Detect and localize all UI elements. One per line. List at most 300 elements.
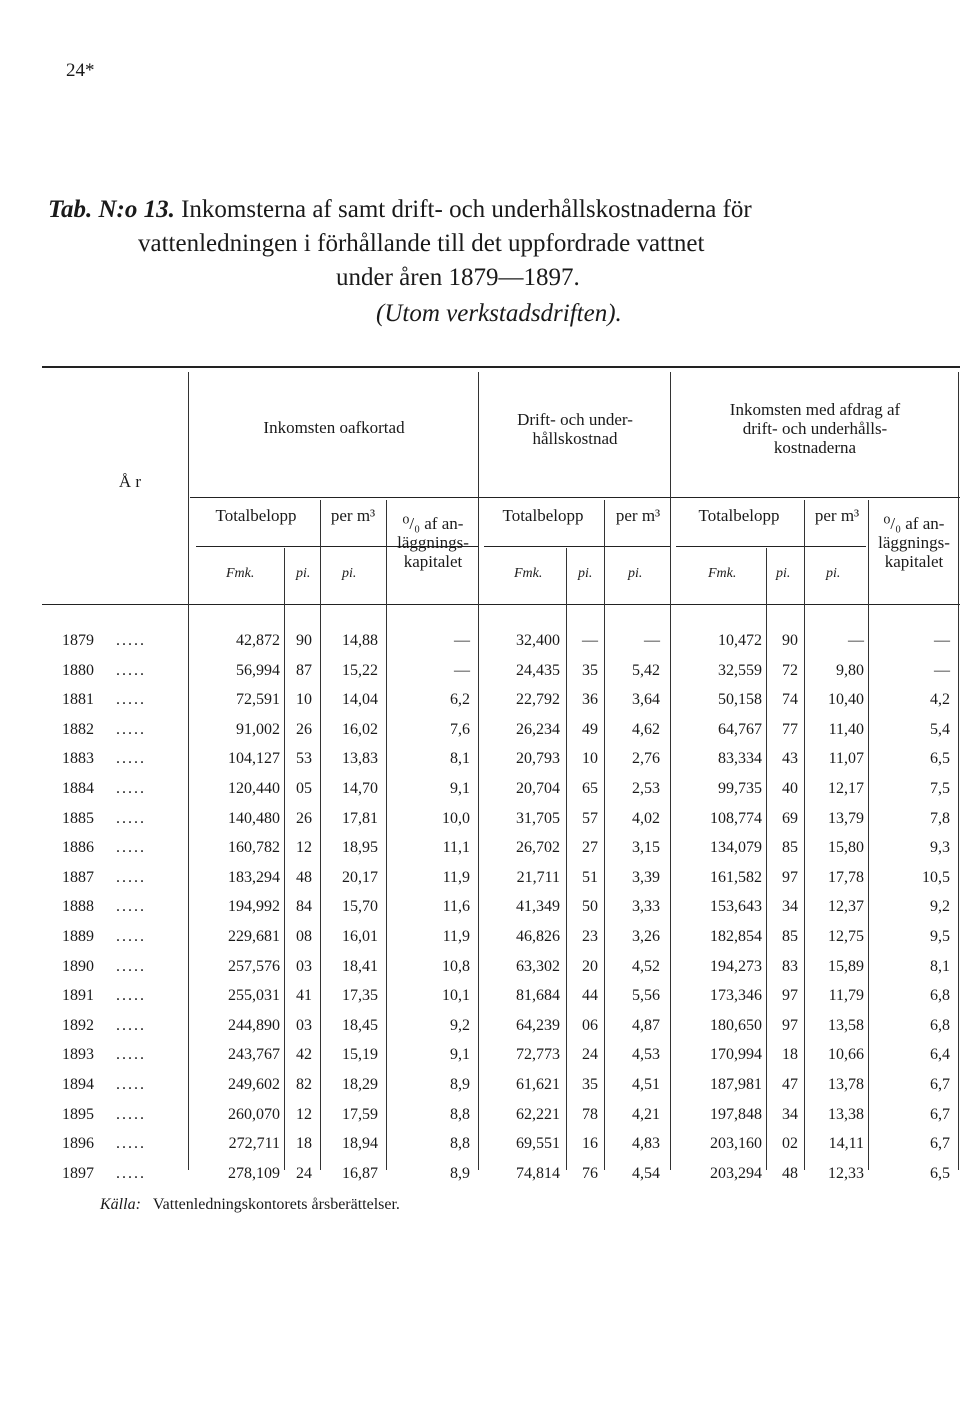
header-bottom-rule [42, 604, 960, 605]
cell-net-fmk: 187,981 [710, 1076, 762, 1093]
cell-inc-pi: 90 [296, 632, 312, 649]
cell-net-pi: 69 [782, 809, 798, 827]
cell-cost-per: 4,53 [632, 1046, 660, 1064]
cell-inc-pct: 8,8 [450, 1105, 470, 1123]
cell-inc-pct: — [454, 661, 470, 679]
subheader-per-m3-2: per m³ [615, 506, 661, 525]
cell-inc-pct: 9,1 [450, 780, 470, 797]
cell-cost-pi: 23 [582, 928, 598, 945]
cell-inc-pct: 10,8 [442, 957, 470, 975]
row-leader-dots: ..... [116, 957, 146, 975]
cell-net-pct: — [934, 632, 950, 649]
cell-net-fmk: 194,273 [710, 957, 762, 975]
row-leader-dots: ..... [116, 809, 146, 827]
cell-cost-pi: 24 [582, 1046, 598, 1064]
cell-inc-fmk: 42,872 [236, 632, 280, 649]
cell-net-pi: 72 [782, 661, 798, 679]
cell-cost-per: 5,56 [632, 987, 660, 1005]
row-leader-dots: ..... [116, 987, 146, 1005]
cell-inc-pi: 03 [296, 1016, 312, 1034]
pct-line1: ⁰/₀ af an- [883, 514, 945, 533]
row-leader-dots: ..... [116, 720, 146, 738]
subheader-total-2: Totalbelopp [502, 506, 584, 525]
cell-inc-pct: 8,9 [450, 1164, 470, 1182]
cell-inc-fmk: 257,576 [228, 957, 280, 975]
cell-net-pi: 97 [782, 868, 798, 886]
cell-net-pct: 6,4 [930, 1046, 950, 1064]
row-leader-dots: ..... [116, 868, 146, 886]
cell-cost-fmk: 22,792 [516, 691, 560, 709]
cell-net-per: 12,17 [828, 780, 864, 797]
cell-inc-pct: 6,2 [450, 691, 470, 709]
row-year: 1893 [62, 1046, 94, 1064]
table-row [0, 869, 960, 897]
row-year: 1889 [62, 928, 94, 945]
cell-net-per: 17,78 [828, 868, 864, 886]
cell-net-pct: 6,5 [930, 1164, 950, 1182]
cell-cost-per: 4,62 [632, 720, 660, 738]
cell-net-per: 11,40 [828, 720, 864, 738]
table-row [0, 1135, 960, 1163]
subheader-pct-1 [388, 514, 478, 571]
cell-inc-per: 18,94 [342, 1135, 378, 1153]
cell-cost-per: 4,51 [632, 1076, 660, 1093]
row-leader-dots: ..... [116, 1076, 146, 1093]
row-year: 1887 [62, 868, 94, 886]
table-row [0, 987, 960, 1015]
unit-rule-3 [676, 546, 866, 547]
cell-cost-fmk: 61,621 [516, 1076, 560, 1093]
cell-net-pct: 6,8 [930, 987, 950, 1005]
cell-inc-fmk: 272,711 [228, 1135, 280, 1153]
header-costs-line2: hållskostnad [532, 429, 618, 448]
cell-inc-fmk: 194,992 [228, 898, 280, 916]
cell-net-fmk: 182,854 [710, 928, 762, 945]
row-leader-dots: ..... [116, 1016, 146, 1034]
row-year: 1880 [62, 661, 94, 679]
cell-inc-fmk: 72,591 [236, 691, 280, 709]
cell-inc-fmk: 260,070 [228, 1105, 280, 1123]
cell-cost-fmk: 74,814 [516, 1164, 560, 1182]
subheader-pct-3 [870, 514, 958, 571]
cell-net-pi: 34 [782, 1105, 798, 1123]
cell-net-per: 11,07 [828, 750, 864, 768]
row-leader-dots: ..... [116, 1135, 146, 1153]
cell-cost-pi: 49 [582, 720, 598, 738]
cell-cost-per: 4,02 [632, 809, 660, 827]
cell-net-pct: 6,7 [930, 1105, 950, 1123]
cell-inc-pct: 9,2 [450, 1016, 470, 1034]
cell-inc-fmk: 104,127 [228, 750, 280, 768]
cell-net-fmk: 50,158 [718, 691, 762, 709]
title-line-3: under åren 1879—1897. [336, 264, 580, 291]
row-leader-dots: ..... [116, 1105, 146, 1123]
cell-inc-pi: 10 [296, 691, 312, 709]
cell-cost-fmk: 26,234 [516, 720, 560, 738]
cell-inc-fmk: 91,002 [236, 720, 280, 738]
cell-cost-per: — [644, 632, 660, 649]
table-row [0, 1017, 960, 1045]
cell-inc-pct: 9,1 [450, 1046, 470, 1064]
cell-inc-fmk: 56,994 [236, 661, 280, 679]
unit-pi-3: pi. [578, 566, 593, 581]
row-year: 1894 [62, 1076, 94, 1093]
cell-net-per: 14,11 [828, 1135, 864, 1153]
cell-net-fmk: 173,346 [710, 987, 762, 1005]
cell-cost-per: 3,26 [632, 928, 660, 945]
row-year: 1883 [62, 750, 94, 768]
cell-cost-pi: 78 [582, 1105, 598, 1123]
cell-inc-pct: 10,0 [442, 809, 470, 827]
table-row [0, 691, 960, 719]
cell-cost-fmk: 64,239 [516, 1016, 560, 1034]
table-number: Tab. N:o 13. [48, 196, 175, 223]
cell-net-pct: 6,7 [930, 1076, 950, 1093]
cell-cost-pi: 06 [582, 1016, 598, 1034]
cell-net-pct: — [934, 661, 950, 679]
table-row [0, 1106, 960, 1134]
cell-cost-pi: 16 [582, 1135, 598, 1153]
row-year: 1897 [62, 1164, 94, 1182]
cell-net-fmk: 180,650 [710, 1016, 762, 1034]
header-net-line3: kostnaderna [773, 438, 857, 457]
subheader-per-m3-3: per m³ [814, 506, 860, 525]
cell-inc-per: 14,70 [342, 780, 378, 797]
unit-rule-2 [484, 546, 670, 547]
row-year: 1886 [62, 839, 94, 857]
row-year: 1892 [62, 1016, 94, 1034]
cell-inc-per: 14,88 [342, 632, 378, 649]
pct-line2: läggnings- [878, 533, 950, 552]
cell-inc-per: 16,87 [342, 1164, 378, 1182]
cell-inc-per: 15,19 [342, 1046, 378, 1064]
cell-net-pct: 7,8 [930, 809, 950, 827]
cell-net-pct: 6,8 [930, 1016, 950, 1034]
cell-net-pi: 83 [782, 957, 798, 975]
title-line-2: vattenledningen i förhållande till det uppfordrade vattnet [138, 230, 705, 257]
cell-net-pi: 43 [782, 750, 798, 768]
unit-fmk-1: Fmk. [226, 566, 255, 581]
cell-net-pi: 40 [782, 780, 798, 797]
cell-inc-fmk: 120,440 [228, 780, 280, 797]
unit-pi-4: pi. [628, 566, 643, 581]
cell-cost-pi: 27 [582, 839, 598, 857]
cell-net-per: 15,80 [828, 839, 864, 857]
cell-inc-per: 17,81 [342, 809, 378, 827]
cell-inc-pct: 11,6 [442, 898, 470, 916]
cell-cost-pi: 36 [582, 691, 598, 709]
cell-cost-fmk: 41,349 [516, 898, 560, 916]
cell-net-fmk: 170,994 [710, 1046, 762, 1064]
cell-inc-pct: 7,6 [450, 720, 470, 738]
cell-inc-per: 18,41 [342, 957, 378, 975]
cell-net-per: 13,38 [828, 1105, 864, 1123]
source-text: Vattenledningskontorets årsberättelser. [152, 1196, 400, 1213]
row-year: 1888 [62, 898, 94, 916]
cell-inc-pi: 08 [296, 928, 312, 945]
cell-cost-per: 5,42 [632, 661, 660, 679]
cell-cost-fmk: 21,711 [516, 868, 560, 886]
cell-net-fmk: 32,559 [718, 661, 762, 679]
cell-net-pi: 18 [782, 1046, 798, 1064]
cell-inc-pct: 11,9 [442, 928, 470, 945]
cell-net-pct: 9,5 [930, 928, 950, 945]
page-number: 24* [66, 60, 95, 81]
row-leader-dots: ..... [116, 632, 146, 649]
row-year: 1882 [62, 720, 94, 738]
table-row [0, 662, 960, 690]
row-leader-dots: ..... [116, 1164, 146, 1182]
cell-inc-pi: 82 [296, 1076, 312, 1093]
header-costs [482, 410, 668, 448]
cell-inc-fmk: 160,782 [228, 839, 280, 857]
cell-inc-pi: 12 [296, 839, 312, 857]
cell-cost-per: 2,76 [632, 750, 660, 768]
row-leader-dots: ..... [116, 691, 146, 709]
cell-inc-per: 20,17 [342, 868, 378, 886]
table-row [0, 810, 960, 838]
cell-inc-pi: 42 [296, 1046, 312, 1064]
cell-net-fmk: 203,160 [710, 1135, 762, 1153]
cell-cost-pi: 35 [582, 1076, 598, 1093]
cell-net-pi: 97 [782, 1016, 798, 1034]
cell-net-per: 12,37 [828, 898, 864, 916]
cell-cost-per: 3,39 [632, 868, 660, 886]
table-row [0, 928, 960, 956]
cell-inc-pi: 12 [296, 1105, 312, 1123]
header-costs-line1: Drift- och under- [517, 410, 633, 429]
cell-net-fmk: 197,848 [710, 1105, 762, 1123]
cell-inc-per: 16,02 [342, 720, 378, 738]
cell-inc-pct: 8,8 [450, 1135, 470, 1153]
row-year: 1890 [62, 957, 94, 975]
table-row [0, 958, 960, 986]
cell-cost-fmk: 24,435 [516, 661, 560, 679]
cell-cost-pi: — [582, 632, 598, 649]
header-year: Å r [118, 472, 142, 491]
row-leader-dots: ..... [116, 898, 146, 916]
cell-inc-per: 17,35 [342, 987, 378, 1005]
cell-net-per: 12,33 [828, 1164, 864, 1182]
cell-net-pi: 74 [782, 691, 798, 709]
cell-net-fmk: 83,334 [718, 750, 762, 768]
cell-cost-fmk: 72,773 [516, 1046, 560, 1064]
cell-inc-per: 18,29 [342, 1076, 378, 1093]
table-row [0, 898, 960, 926]
header-net-line1: Inkomsten med afdrag af [729, 400, 901, 419]
source-label: Källa: [100, 1196, 141, 1213]
cell-inc-per: 14,04 [342, 691, 378, 709]
row-year: 1881 [62, 691, 94, 709]
table-row [0, 1165, 960, 1193]
pct-line3: kapitalet [403, 552, 463, 571]
cell-inc-per: 15,22 [342, 661, 378, 679]
cell-net-per: 12,75 [828, 928, 864, 945]
row-leader-dots: ..... [116, 661, 146, 679]
row-leader-dots: ..... [116, 839, 146, 857]
cell-cost-fmk: 62,221 [516, 1105, 560, 1123]
cell-net-pi: 48 [782, 1164, 798, 1182]
cell-cost-per: 4,52 [632, 957, 660, 975]
pct-line1: ⁰/₀ af an- [402, 514, 464, 533]
unit-pi-6: pi. [826, 566, 841, 581]
cell-cost-per: 3,33 [632, 898, 660, 916]
cell-net-pct: 6,7 [930, 1135, 950, 1153]
cell-net-per: 13,79 [828, 809, 864, 827]
cell-cost-per: 3,64 [632, 691, 660, 709]
cell-net-per: 13,58 [828, 1016, 864, 1034]
cell-cost-fmk: 26,702 [516, 839, 560, 857]
subheader-per-m3-1: per m³ [330, 506, 376, 525]
cell-net-per: 9,80 [836, 661, 864, 679]
table-row [0, 1046, 960, 1074]
cell-inc-pi: 18 [296, 1135, 312, 1153]
cell-net-fmk: 203,294 [710, 1164, 762, 1182]
cell-inc-per: 17,59 [342, 1105, 378, 1123]
cell-net-pct: 4,2 [930, 691, 950, 709]
cell-cost-pi: 50 [582, 898, 598, 916]
cell-cost-per: 4,87 [632, 1016, 660, 1034]
cell-net-pi: 77 [782, 720, 798, 738]
cell-cost-fmk: 20,704 [516, 780, 560, 797]
row-year: 1891 [62, 987, 94, 1005]
cell-inc-fmk: 140,480 [228, 809, 280, 827]
cell-cost-pi: 76 [582, 1164, 598, 1182]
cell-inc-per: 16,01 [342, 928, 378, 945]
pct-line3: kapitalet [884, 552, 944, 571]
header-income: Inkomsten oafkortad [263, 418, 405, 437]
cell-net-fmk: 10,472 [718, 632, 762, 649]
unit-pi-2: pi. [342, 566, 357, 581]
cell-cost-per: 2,53 [632, 780, 660, 797]
cell-cost-pi: 57 [582, 809, 598, 827]
cell-cost-fmk: 46,826 [516, 928, 560, 945]
cell-inc-fmk: 255,031 [228, 987, 280, 1005]
cell-inc-pct: 10,1 [442, 987, 470, 1005]
table-row [0, 1076, 960, 1104]
pct-line2: läggnings- [397, 533, 469, 552]
subheader-rule [190, 497, 960, 498]
cell-net-per: 15,89 [828, 957, 864, 975]
cell-inc-pi: 53 [296, 750, 312, 768]
unit-pi-1: pi. [296, 566, 311, 581]
table-row [0, 750, 960, 778]
cell-net-pi: 97 [782, 987, 798, 1005]
cell-net-pct: 9,3 [930, 839, 950, 857]
cell-inc-pi: 24 [296, 1164, 312, 1182]
cell-net-fmk: 161,582 [710, 868, 762, 886]
cell-net-pi: 85 [782, 928, 798, 945]
cell-cost-per: 4,21 [632, 1105, 660, 1123]
cell-net-pct: 6,5 [930, 750, 950, 768]
row-year: 1896 [62, 1135, 94, 1153]
cell-inc-pct: 11,9 [442, 868, 470, 886]
cell-cost-fmk: 63,302 [516, 957, 560, 975]
cell-inc-fmk: 249,602 [228, 1076, 280, 1093]
cell-inc-pi: 84 [296, 898, 312, 916]
cell-inc-fmk: 244,890 [228, 1016, 280, 1034]
cell-inc-pct: — [454, 632, 470, 649]
header-net-line2: drift- och underhålls- [742, 419, 888, 438]
row-year: 1884 [62, 780, 94, 797]
cell-net-pi: 47 [782, 1076, 798, 1093]
cell-inc-fmk: 229,681 [228, 928, 280, 945]
table-row [0, 721, 960, 749]
cell-inc-per: 15,70 [342, 898, 378, 916]
cell-net-per: 11,79 [828, 987, 864, 1005]
cell-net-pi: 34 [782, 898, 798, 916]
cell-cost-pi: 51 [582, 868, 598, 886]
cell-net-per: 10,66 [828, 1046, 864, 1064]
table-row [0, 632, 960, 660]
row-leader-dots: ..... [116, 1046, 146, 1064]
cell-cost-per: 4,54 [632, 1164, 660, 1182]
cell-cost-pi: 10 [582, 750, 598, 768]
cell-net-per: 10,40 [828, 691, 864, 709]
title-subtitle: (Utom verkstadsdriften). [376, 300, 622, 327]
cell-net-fmk: 99,735 [718, 780, 762, 797]
cell-net-pct: 5,4 [930, 720, 950, 738]
unit-fmk-3: Fmk. [708, 566, 737, 581]
cell-inc-per: 18,95 [342, 839, 378, 857]
cell-cost-fmk: 32,400 [516, 632, 560, 649]
table-row [0, 839, 960, 867]
cell-cost-pi: 35 [582, 661, 598, 679]
cell-cost-fmk: 81,684 [516, 987, 560, 1005]
cell-inc-fmk: 183,294 [228, 868, 280, 886]
cell-inc-pct: 8,9 [450, 1076, 470, 1093]
cell-inc-pct: 8,1 [450, 750, 470, 768]
source-note [100, 1196, 400, 1214]
table-top-rule [42, 366, 960, 368]
row-leader-dots: ..... [116, 780, 146, 797]
row-leader-dots: ..... [116, 750, 146, 768]
cell-net-pct: 8,1 [930, 957, 950, 975]
row-year: 1879 [62, 632, 94, 649]
cell-inc-pi: 26 [296, 809, 312, 827]
cell-cost-pi: 65 [582, 780, 598, 797]
cell-net-pct: 10,5 [922, 868, 950, 886]
cell-inc-pi: 48 [296, 868, 312, 886]
table-row [0, 780, 960, 808]
cell-inc-pi: 03 [296, 957, 312, 975]
cell-inc-per: 13,83 [342, 750, 378, 768]
cell-net-pi: 85 [782, 839, 798, 857]
row-year: 1895 [62, 1105, 94, 1123]
cell-cost-per: 3,15 [632, 839, 660, 857]
cell-net-pct: 7,5 [930, 780, 950, 797]
row-year: 1885 [62, 809, 94, 827]
subheader-total-3: Totalbelopp [698, 506, 780, 525]
cell-inc-pi: 05 [296, 780, 312, 797]
cell-net-pi: 90 [782, 632, 798, 649]
cell-net-per: 13,78 [828, 1076, 864, 1093]
cell-cost-fmk: 69,551 [516, 1135, 560, 1153]
cell-inc-per: 18,45 [342, 1016, 378, 1034]
cell-net-fmk: 64,767 [718, 720, 762, 738]
cell-inc-fmk: 278,109 [228, 1164, 280, 1182]
cell-net-fmk: 134,079 [710, 839, 762, 857]
cell-cost-fmk: 31,705 [516, 809, 560, 827]
cell-net-fmk: 108,774 [710, 809, 762, 827]
cell-net-pct: 9,2 [930, 898, 950, 916]
cell-cost-per: 4,83 [632, 1135, 660, 1153]
row-leader-dots: ..... [116, 928, 146, 945]
cell-cost-pi: 20 [582, 957, 598, 975]
cell-cost-pi: 44 [582, 987, 598, 1005]
cell-net-per: — [848, 632, 864, 649]
cell-net-pi: 02 [782, 1135, 798, 1153]
